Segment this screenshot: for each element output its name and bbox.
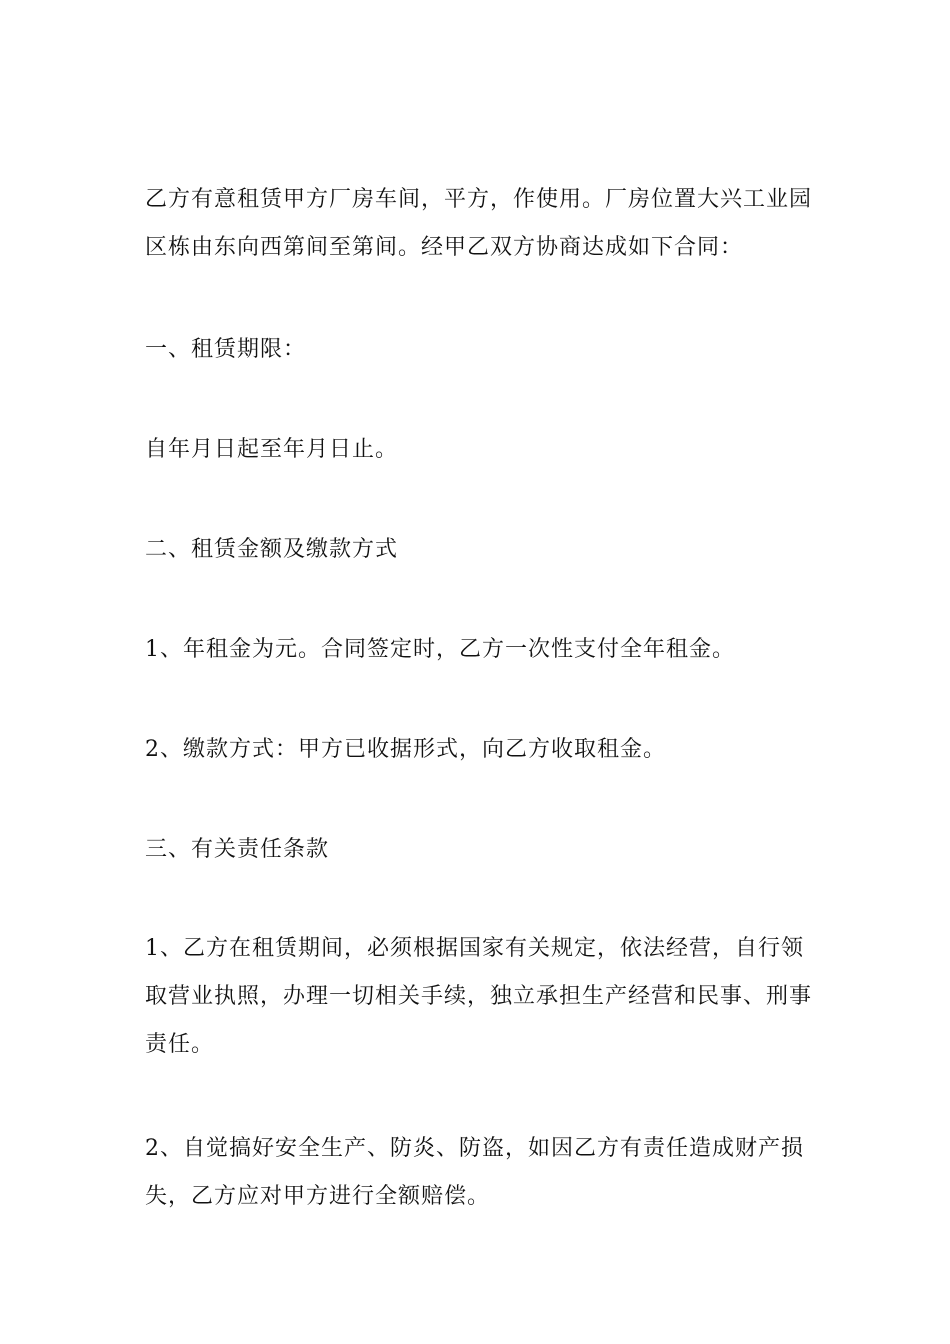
lease-term-paragraph: 自年月日起至年月日止。: [145, 437, 399, 462]
section-heading-responsibilities: 三、有关责任条款: [145, 837, 330, 862]
section-heading-lease-term: 一、租赁期限：: [145, 337, 307, 362]
responsibility-clause-1: 1、乙方在租赁期间，必须根据国家有关规定，依法经营，自行领取营业执照，办理一切相关手续，独立承担生产经营和民事、刑事责任。: [145, 936, 813, 1057]
rent-amount-paragraph: 1、年租金为元。合同签定时，乙方一次性支付全年租金。: [145, 637, 735, 662]
section-heading-rent-payment: 二、租赁金额及缴款方式: [145, 537, 399, 562]
responsibility-clause-2: 2、自觉搞好安全生产、防炎、防盗，如因乙方有责任造成财产损失，乙方应对甲方进行全额赔偿。: [145, 1136, 804, 1209]
payment-method-paragraph: 2、缴款方式：甲方已收据形式，向乙方收取租金。: [145, 737, 666, 762]
intro-paragraph: 乙方有意租赁甲方厂房车间，平方，作使用。厂房位置大兴工业园区栋由东向西第间至第间。经甲乙双方协商达成如下合同：: [145, 187, 813, 260]
